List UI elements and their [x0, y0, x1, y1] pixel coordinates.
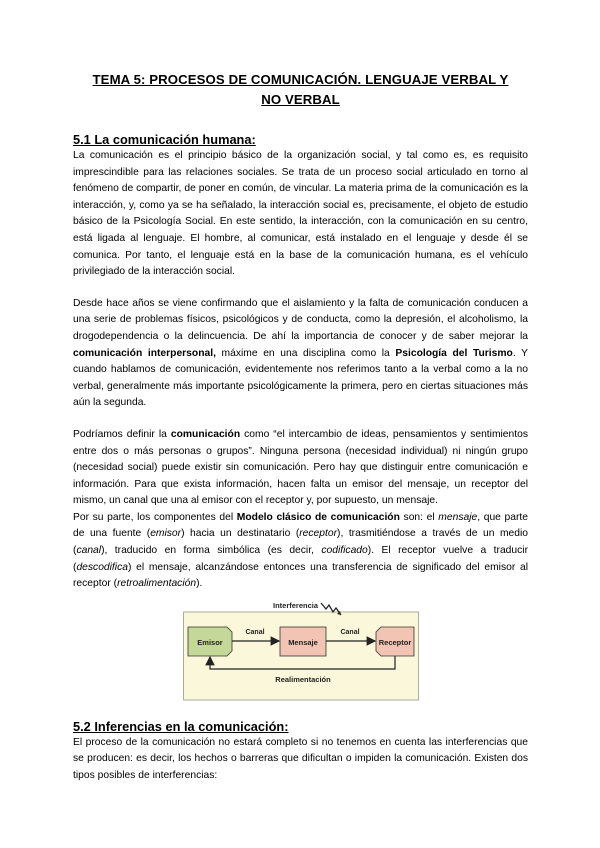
title-line-1: TEMA 5: PROCESOS DE COMUNICACIÓN. LENGUAJE VERBAL Y [92, 72, 509, 87]
mensaje-label: Mensaje [287, 637, 318, 647]
title-line-2: NO VERBAL [261, 92, 340, 107]
document-title [73, 70, 528, 110]
bold-psicologia-turismo: Psicología del Turismo [395, 347, 513, 359]
receptor-label: Receptor [378, 637, 411, 647]
paragraph-5: El proceso de la comunicación no estará completo si no tenemos en cuenta las interferencias que se producen: es decir, los hechos o barreras que dificultan o impiden la comunicación. Existen dos tipos posibles de interferencias: [73, 736, 528, 782]
bold-modelo-clasico: Modelo clásico de comunicación [236, 511, 400, 523]
canal-left-label: Canal [244, 628, 265, 636]
paragraph-2: Desde hace años se viene confirmando que el aislamiento y la falta de comunicación conducen a una serie de problemas físicos, psicológicos y de conducta, como la depresión, el alcoholismo, la drogodependencia o la delincuencia. De ahí la importancia de conocer y de saber mejorar la comunicación interpersonal, máxime en una disciplina como la Psicología del Turismo. Y cuando hablamos de comunicación, evidentemente nos referimos tanto a la verbal como a la no verbal, generalmente más importante psicológicamente la primera, pero en ciertas situaciones más aún la segunda. [73, 297, 528, 409]
paragraph-1: La comunicación es el principio básico de la organización social, y tal como es, es requisito imprescindible para las relaciones sociales. Se trata de un proceso social articulado en torno al fenómeno de compartir, de poner en común, de vincular. La materia prima de la comunicación es la interacción, y, como ya se ha señalado, la interacción social es, precisamente, el objeto de estudio básico de la Psicología Social. En este sentido, la interacción, con la comunicación en su centro, está ligada al lenguaje. El hombre, al comunicar, está instalado en el lenguaje y desde él se comunica. Por tanto, el lenguaje está en la base de la comunicación humana, es el vehículo privilegiado de la interacción social. [73, 150, 528, 278]
interferencia-label: Interferencia [272, 600, 318, 610]
section-heading-1: 5.1 La comunicación humana: [73, 132, 256, 147]
paragraph-3: Podríamos definir la comunicación como “el intercambio de ideas, pensamientos y sentimientos entre dos o más personas o grupos”. Ninguna persona (necesidad individual) ni ningún grupo (necesidad social) puede existir sin comunicación. Pero hay que distinguir entre comunicación e información. Para que exista información, hacen falta un emisor del mensaje, un receptor del mismo, un canal que una al emisor con el receptor y, por supuesto, un mensaje. [73, 428, 528, 507]
communication-model-diagram [183, 599, 419, 701]
paragraph-4: Por su parte, los componentes del Modelo clásico de comunicación son: el mensaje, que parte de una fuente (emisor) hacia un destinatario (receptor), trasmitiéndose a través de un medio (canal), traducido en forma simbólica (es decir, codificado). El receptor vuelve a traducir (descodifica) el mensaje, alcanzándose entonces una transferencia de significado del emisor al receptor (retroalimentación). [73, 511, 529, 590]
realimentacion-label: Realimentación [274, 674, 331, 684]
emisor-label: Emisor [196, 637, 223, 647]
canal-right-label: Canal [339, 628, 360, 636]
bold-comunicacion-interpersonal: comunicación interpersonal, [73, 347, 216, 359]
document-page [73, 70, 528, 785]
section-heading-2: 5.2 Inferencias en la comunicación: [73, 718, 289, 734]
bold-comunicacion: comunicación [170, 428, 241, 440]
